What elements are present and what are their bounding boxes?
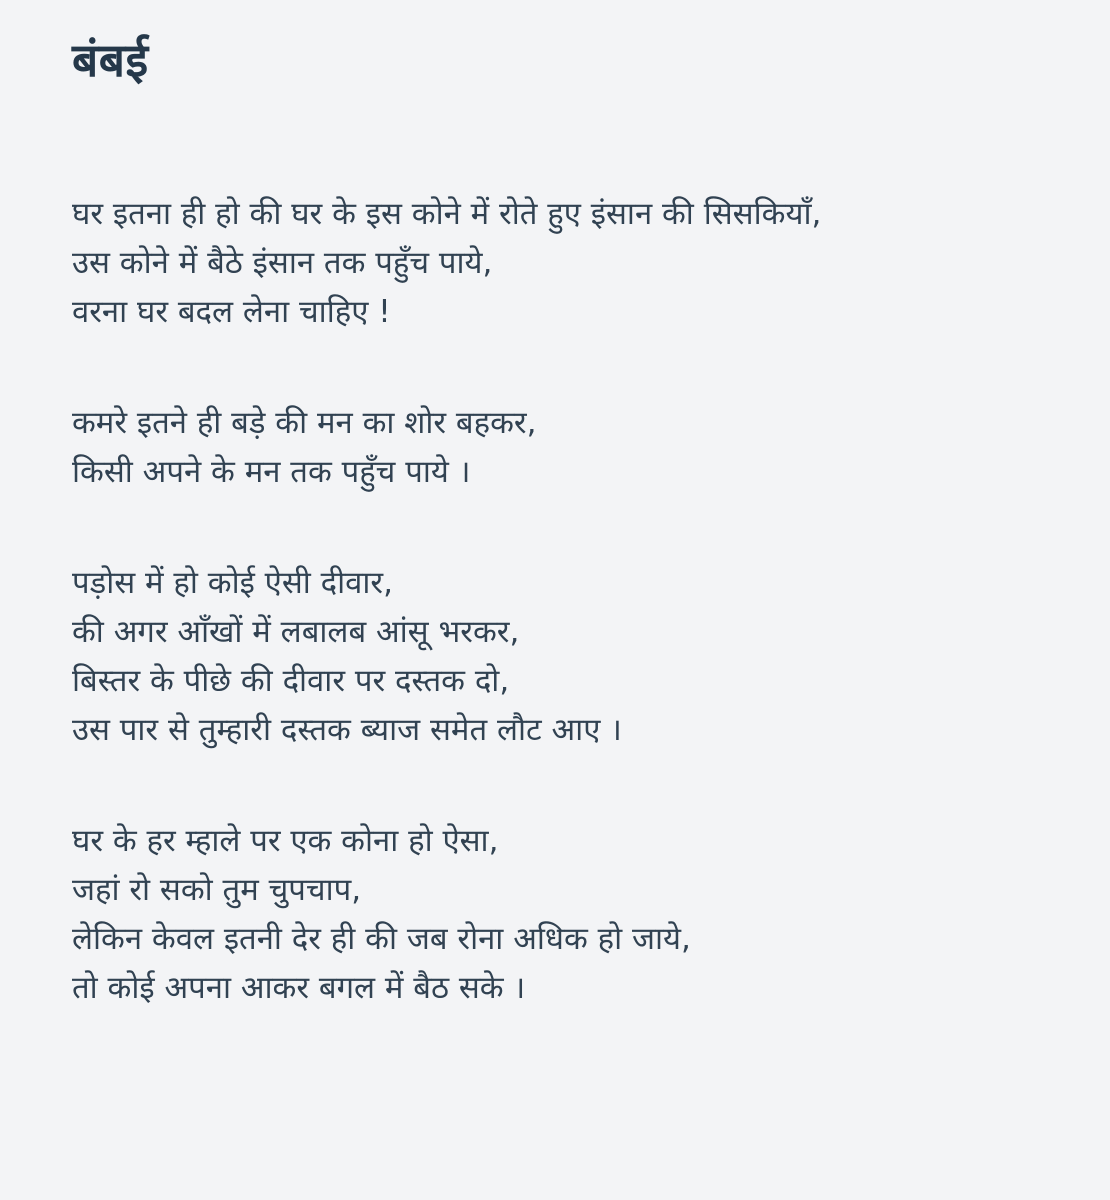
stanza xyxy=(72,190,1110,337)
poem-line: उस पार से तुम्हारी दस्तक ब्याज समेत लौट आए । xyxy=(72,712,622,748)
poem-line: लेकिन केवल इतनी देर ही की जब रोना अधिक हो जाये, xyxy=(72,921,691,957)
poem-line: घर इतना ही हो की घर के इस कोने में रोते हुए इंसान की सिसकियाँ, xyxy=(72,196,822,232)
poem-line: जहां रो सको तुम चुपचाप, xyxy=(72,872,362,908)
poem-line: घर के हर म्हाले पर एक कोना हो ऐसा, xyxy=(72,823,499,859)
poem-line: बिस्तर के पीछे की दीवार पर दस्तक दो, xyxy=(72,663,510,699)
poem-line: उस कोने में बैठे इंसान तक पहुँच पाये, xyxy=(72,245,493,281)
poem-line: तो कोई अपना आकर बगल में बैठ सके । xyxy=(72,970,526,1006)
poem-line: पड़ोस में हो कोई ऐसी दीवार, xyxy=(72,565,393,601)
poem-line: वरना घर बदल लेना चाहिए ! xyxy=(72,294,391,330)
poem-line: किसी अपने के मन तक पहुँच पाये । xyxy=(72,454,471,490)
stanza xyxy=(72,817,1110,1013)
poem-title: बंबई xyxy=(72,33,149,87)
poem-body xyxy=(72,190,1110,1013)
stanza xyxy=(72,399,1110,497)
stanza xyxy=(72,559,1110,755)
poem-line: कमरे इतने ही बड़े की मन का शोर बहकर, xyxy=(72,405,537,441)
poem-line: की अगर आँखों में लबालब आंसू भरकर, xyxy=(72,614,520,650)
